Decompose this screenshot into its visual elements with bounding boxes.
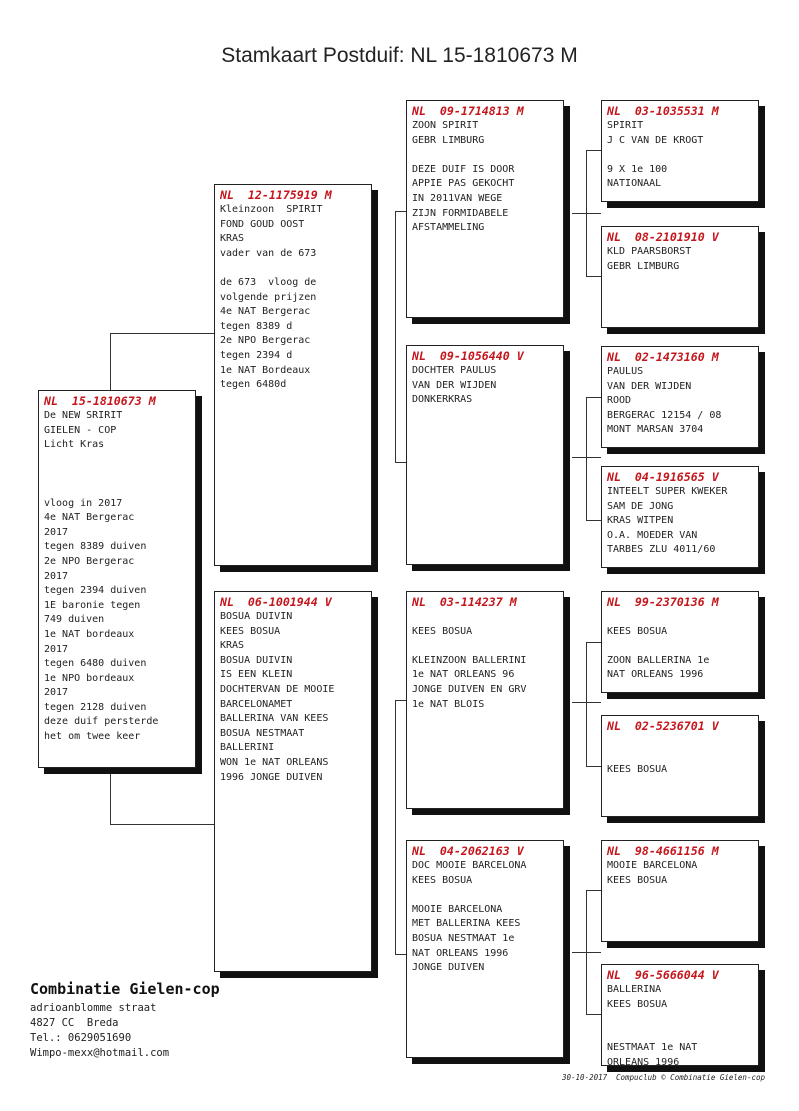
pigeon-card-sire bbox=[214, 184, 372, 566]
note-line: WON 1e NAT ORLEANS bbox=[220, 756, 329, 768]
note-line: 4e NAT Bergerac bbox=[44, 512, 135, 524]
note-line: ZOON SPIRIT bbox=[412, 120, 479, 131]
note-line: het om twee keer bbox=[44, 731, 141, 743]
note-line bbox=[412, 888, 558, 903]
note-line bbox=[44, 482, 190, 497]
connector-line bbox=[586, 642, 587, 766]
note-line bbox=[607, 639, 753, 654]
connector-line bbox=[586, 642, 601, 643]
note-line bbox=[607, 1027, 753, 1042]
footer-date: 30-10-2017 bbox=[562, 1073, 608, 1082]
note-line: DOC MOOIE BARCELONA bbox=[412, 860, 527, 871]
note-line: GIELEN - COP bbox=[44, 424, 117, 436]
ring-number: NL 02-1473160 M bbox=[607, 350, 719, 364]
note-line: 2e NPO Bergerac bbox=[44, 555, 135, 567]
note-line: KEES BOSUA bbox=[607, 764, 668, 776]
pigeon-card-ggp-5 bbox=[601, 591, 759, 693]
note-line bbox=[607, 610, 753, 625]
note-line: ORLEANS 1996 bbox=[607, 1056, 680, 1066]
ring-number: NL 06-1001944 V bbox=[220, 595, 332, 609]
connector-line bbox=[586, 397, 587, 520]
club-name: Combinatie Gielen-cop bbox=[30, 980, 220, 998]
connector-line bbox=[395, 700, 396, 954]
note-line: tegen 6480d bbox=[220, 379, 287, 391]
note-line: 1e NAT BLOIS bbox=[412, 698, 485, 710]
connector-line bbox=[586, 397, 601, 398]
note-line: 2017 bbox=[44, 643, 69, 655]
connector-line bbox=[586, 890, 587, 1014]
connector-line bbox=[395, 211, 406, 212]
note-line bbox=[412, 610, 558, 625]
card-notes bbox=[607, 245, 753, 274]
pigeon-card-dam bbox=[214, 591, 372, 972]
note-line: tegen 8389 duiven bbox=[44, 541, 147, 553]
ring-number: NL 08-2101910 V bbox=[607, 230, 719, 244]
note-line bbox=[412, 148, 558, 163]
pigeon-card-dam-dam bbox=[406, 840, 564, 1058]
note-line: De NEW SRIRIT bbox=[44, 410, 123, 421]
connector-line bbox=[110, 333, 214, 334]
note-line: KEES BOSUA bbox=[220, 625, 281, 637]
note-line: MOOIE BARCELONA bbox=[607, 860, 698, 871]
note-line: VAN DER WIJDEN bbox=[412, 379, 497, 391]
note-line: volgende prijzen bbox=[220, 291, 317, 303]
note-line: 2e NPO Bergerac bbox=[220, 335, 311, 347]
note-line: BERGERAC 12154 / 08 bbox=[607, 409, 722, 421]
note-line bbox=[607, 148, 753, 163]
note-line: ZOON BALLERINA 1e bbox=[607, 654, 710, 666]
note-line: BOSUA NESTMAAT 1e bbox=[412, 932, 515, 944]
pigeon-card-ggp-3 bbox=[601, 346, 759, 448]
connector-line bbox=[586, 890, 601, 891]
ring-number: NL 15-1810673 M bbox=[44, 394, 156, 408]
note-line: 4e NAT Bergerac bbox=[220, 306, 311, 318]
note-line: INTEELT SUPER KWEKER bbox=[607, 486, 728, 497]
note-line: KRAS WITPEN bbox=[607, 515, 674, 527]
connector-line bbox=[395, 700, 406, 701]
note-line: KEES BOSUA bbox=[607, 625, 668, 637]
club-phone: Tel.: 0629051690 bbox=[30, 1032, 132, 1044]
note-line: tegen 2128 duiven bbox=[44, 701, 147, 713]
note-line: BALLERINI bbox=[220, 742, 275, 754]
card-notes bbox=[412, 859, 558, 976]
note-line: MONT MARSAN 3704 bbox=[607, 424, 704, 436]
ring-number: NL 03-114237 M bbox=[412, 595, 517, 609]
note-line: KEES BOSUA bbox=[412, 874, 473, 886]
note-line: 1e NAT ORLEANS 96 bbox=[412, 669, 515, 681]
connector-line bbox=[586, 276, 601, 277]
note-line: IN 2011VAN WEGE bbox=[412, 192, 503, 204]
card-notes bbox=[412, 119, 558, 236]
pigeon-card-sire-sire bbox=[406, 100, 564, 318]
note-line: KRAS bbox=[220, 640, 245, 652]
note-line: tegen 6480 duiven bbox=[44, 658, 147, 670]
club-city: 4827 CC Breda bbox=[30, 1017, 119, 1029]
ring-number: NL 04-1916565 V bbox=[607, 470, 719, 484]
note-line bbox=[220, 261, 366, 276]
ring-number: NL 03-1035531 M bbox=[607, 104, 719, 118]
note-line: GEBR LIMBURG bbox=[607, 260, 680, 272]
connector-line bbox=[395, 954, 406, 955]
note-line: NAT ORLEANS 1996 bbox=[607, 669, 704, 681]
note-line: BARCELONAMET bbox=[220, 698, 293, 710]
note-line: 1e NAT Bordeaux bbox=[220, 364, 311, 376]
note-line: KEES BOSUA bbox=[412, 625, 473, 637]
note-line: VAN DER WIJDEN bbox=[607, 380, 692, 392]
note-line: NATIONAAL bbox=[607, 178, 662, 190]
note-line: DOCHTER PAULUS bbox=[412, 365, 497, 376]
note-line: 749 duiven bbox=[44, 614, 105, 626]
note-line bbox=[44, 467, 190, 482]
note-line: vloog in 2017 bbox=[44, 497, 123, 509]
note-line: NAT ORLEANS 1996 bbox=[412, 947, 509, 959]
note-line: ZIJN FORMIDABELE bbox=[412, 207, 509, 219]
note-line: BALLERINA VAN KEES bbox=[220, 713, 329, 725]
card-notes bbox=[607, 983, 753, 1066]
note-line: BOSUA DUIVIN bbox=[220, 611, 293, 622]
connector-line bbox=[586, 520, 601, 521]
card-notes bbox=[220, 610, 366, 785]
note-line: IS EEN KLEIN bbox=[220, 669, 293, 681]
note-line: SAM DE JONG bbox=[607, 500, 674, 512]
note-line: DEZE DUIF IS DOOR bbox=[412, 163, 515, 175]
connector-line bbox=[586, 150, 587, 276]
note-line: 2017 bbox=[44, 570, 69, 582]
pigeon-card-ggp-4 bbox=[601, 466, 759, 568]
card-notes bbox=[44, 409, 190, 745]
card-notes bbox=[220, 203, 366, 393]
note-line: vader van de 673 bbox=[220, 247, 317, 259]
card-notes bbox=[412, 610, 558, 712]
note-line: JONGE DUIVEN bbox=[412, 962, 485, 974]
pigeon-card-ggp-2 bbox=[601, 226, 759, 328]
club-street: adrioanblomme straat bbox=[30, 1002, 157, 1014]
note-line: PAULUS bbox=[607, 366, 644, 377]
note-line: deze duif persterde bbox=[44, 716, 159, 728]
note-line: ROOD bbox=[607, 395, 632, 407]
page-title: Stamkaart Postduif: NL 15-1810673 M bbox=[221, 44, 578, 67]
card-notes bbox=[607, 859, 753, 888]
note-line: NESTMAAT 1e NAT bbox=[607, 1042, 698, 1054]
note-line: GEBR LIMBURG bbox=[412, 134, 485, 146]
note-line: O.A. MOEDER VAN bbox=[607, 529, 698, 541]
connector-line bbox=[110, 768, 111, 824]
pigeon-card-ggp-6 bbox=[601, 715, 759, 817]
note-line: J C VAN DE KROGT bbox=[607, 134, 704, 146]
note-line: TARBES ZLU 4011/60 bbox=[607, 544, 716, 556]
note-line: KEES BOSUA bbox=[607, 874, 668, 886]
note-line: tegen 2394 d bbox=[220, 349, 293, 361]
note-line: DONKERKRAS bbox=[412, 394, 473, 406]
note-line: JONGE DUIVEN EN GRV bbox=[412, 683, 527, 695]
note-line: KRAS bbox=[220, 233, 245, 245]
card-notes bbox=[607, 119, 753, 192]
note-line bbox=[44, 453, 190, 468]
pigeon-card-sire-dam bbox=[406, 345, 564, 565]
note-line: Kleinzoon SPIRIT bbox=[220, 204, 323, 215]
note-line: FOND GOUD OOST bbox=[220, 218, 305, 230]
ring-number: NL 99-2370136 M bbox=[607, 595, 719, 609]
note-line: Licht Kras bbox=[44, 439, 105, 451]
note-line bbox=[607, 734, 753, 749]
note-line: de 673 vloog de bbox=[220, 276, 317, 288]
note-line: 1e NPO bordeaux bbox=[44, 672, 135, 684]
note-line: KEES BOSUA bbox=[607, 998, 668, 1010]
club-email: Wimpo-mexx@hotmail.com bbox=[30, 1047, 170, 1059]
note-line: 2017 bbox=[44, 687, 69, 699]
ring-number: NL 09-1056440 V bbox=[412, 349, 524, 363]
note-line bbox=[607, 749, 753, 764]
note-line: SPIRIT bbox=[607, 120, 644, 131]
ring-number: NL 04-2062163 V bbox=[412, 844, 524, 858]
note-line: MOOIE BARCELONA bbox=[412, 903, 503, 915]
note-line bbox=[607, 1012, 753, 1027]
connector-line bbox=[586, 150, 601, 151]
note-line: 2017 bbox=[44, 526, 69, 538]
card-notes bbox=[607, 365, 753, 438]
pigeon-card-dam-sire bbox=[406, 591, 564, 809]
note-line: BALLERINA bbox=[607, 984, 662, 995]
pigeon-card-main bbox=[38, 390, 196, 768]
note-line: 1E baronie tegen bbox=[44, 599, 141, 611]
pigeon-card-ggp-7 bbox=[601, 840, 759, 942]
note-line: APPIE PAS GEKOCHT bbox=[412, 178, 515, 190]
card-notes bbox=[412, 364, 558, 408]
card-notes bbox=[607, 610, 753, 683]
note-line: KLEINZOON BALLERINI bbox=[412, 654, 527, 666]
note-line: 9 X 1e 100 bbox=[607, 163, 668, 175]
ring-number: NL 09-1714813 M bbox=[412, 104, 524, 118]
connector-line bbox=[110, 333, 111, 390]
note-line bbox=[412, 639, 558, 654]
note-line: BOSUA NESTMAAT bbox=[220, 727, 305, 739]
connector-line bbox=[110, 824, 214, 825]
ring-number: NL 02-5236701 V bbox=[607, 719, 719, 733]
note-line: tegen 8389 d bbox=[220, 320, 293, 332]
connector-line bbox=[586, 766, 601, 767]
note-line: 1e NAT bordeaux bbox=[44, 628, 135, 640]
note-line: tegen 2394 duiven bbox=[44, 585, 147, 597]
connector-line bbox=[395, 462, 406, 463]
connector-line bbox=[586, 1014, 601, 1015]
connector-line bbox=[395, 211, 396, 462]
pigeon-card-ggp-1 bbox=[601, 100, 759, 202]
note-line: BOSUA DUIVIN bbox=[220, 654, 293, 666]
ring-number: NL 12-1175919 M bbox=[220, 188, 332, 202]
card-notes bbox=[607, 734, 753, 778]
note-line: KLD PAARSBORST bbox=[607, 246, 692, 257]
ring-number: NL 98-4661156 M bbox=[607, 844, 719, 858]
note-line: AFSTAMMELING bbox=[412, 222, 485, 234]
note-line: 1996 JONGE DUIVEN bbox=[220, 771, 323, 783]
note-line: MET BALLERINA KEES bbox=[412, 918, 521, 930]
pigeon-card-ggp-8 bbox=[601, 964, 759, 1066]
footer-credit: Compuclub © Combinatie Gielen-cop bbox=[616, 1073, 766, 1082]
card-notes bbox=[607, 485, 753, 558]
ring-number: NL 96-5666044 V bbox=[607, 968, 719, 982]
note-line: DOCHTERVAN DE MOOIE bbox=[220, 683, 335, 695]
